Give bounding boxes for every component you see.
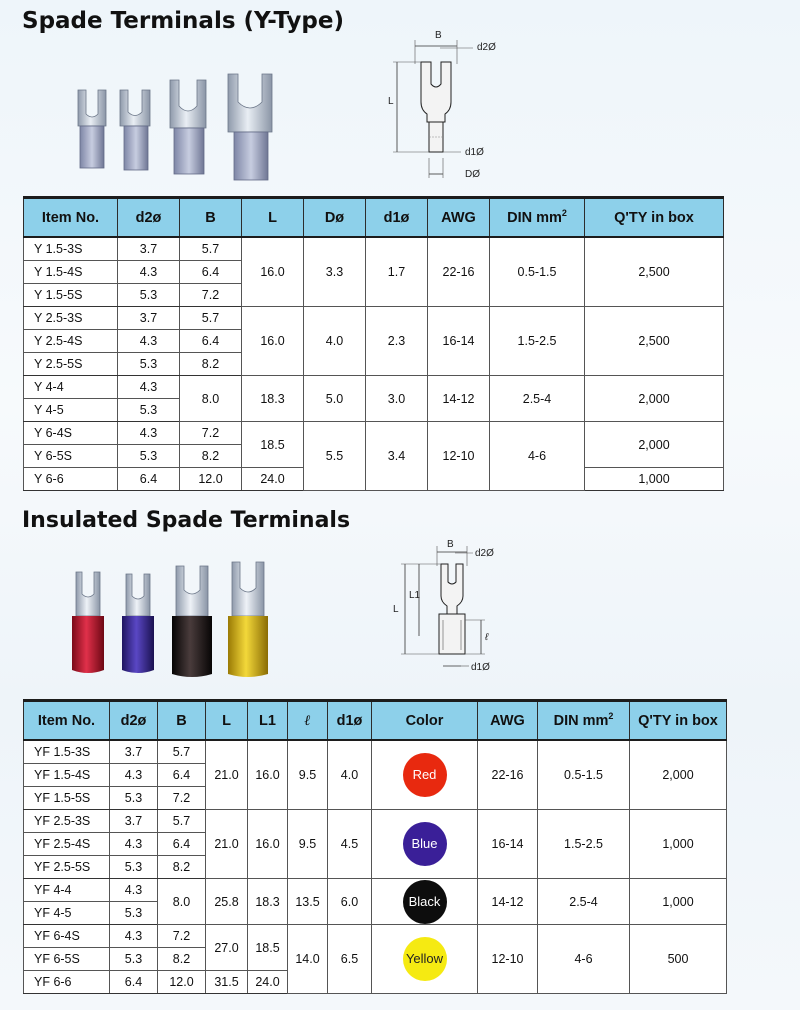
diagram-d-label: DØ [465,169,480,180]
table-row: Y 6-4S 4.3 7.2 18.5 5.5 3.4 12-10 4-6 2,000 [24,422,724,445]
spade-terminal-3 [170,80,206,174]
table-row: Y 2.5-4S 4.3 6.4 [24,330,724,353]
col-header-l1: L1 [248,701,288,741]
table-row: Y 4-5 5.3 [24,399,724,422]
color-cell [372,740,478,810]
insulated-dimension-diagram [385,536,515,678]
insulated-terminal-red [72,572,104,673]
section-title-spade: Spade Terminals (Y-Type) [22,8,344,34]
table-row: Y 1.5-4S 4.3 6.4 [24,261,724,284]
col-header-l: L [242,198,304,238]
color-swatch-black: Black [403,880,447,924]
table-row: YF 1.5-3S 3.7 5.7 21.0 16.0 9.5 4.0 Red 22-16 0.5-1.5 2,000 [24,740,727,764]
col-header-item: Item No. [24,701,110,741]
diagram-d1-label: d1Ø [465,147,484,158]
spade-terminals-photo [68,72,298,190]
diagram2-ell-label: ℓ [485,632,489,643]
spade-dimension-diagram [385,24,505,186]
table-row: YF 1.5-5S 5.3 7.2 [24,787,727,810]
table-row: Y 1.5-5S 5.3 7.2 [24,284,724,307]
col-header-d2: d2ø [110,701,158,741]
table-row: Y 2.5-5S 5.3 8.2 [24,353,724,376]
spade-spec-table [23,196,724,491]
col-header-color: Color [372,701,478,741]
insulated-terminals-photo [62,558,282,684]
insulated-terminal-yellow [228,562,268,677]
spade-terminal-1 [78,90,106,168]
col-header-d2: d2ø [118,198,180,238]
table-row: Y 6-6 6.4 12.0 24.0 1,000 [24,468,724,491]
col-header-item: Item No. [24,198,118,238]
table-row: Y 1.5-3S 3.7 5.7 16.0 3.3 1.7 22-16 0.5-1.5 2,500 [24,237,724,261]
table-header-row [24,198,724,238]
color-swatch-red: Red [403,753,447,797]
col-header-d1: d1ø [328,701,372,741]
table-row: YF 4-4 4.3 8.0 25.8 18.3 13.5 6.0 Black 14-12 2.5-4 1,000 [24,879,727,902]
diagram-d2-label: d2Ø [477,42,496,53]
col-header-awg: AWG [428,198,490,238]
color-cell [372,810,478,879]
table-row: Y 4-4 4.3 8.0 18.3 5.0 3.0 14-12 2.5-4 2,000 [24,376,724,399]
diagram2-b-label: B [447,539,454,550]
table-row: YF 6-5S 5.3 8.2 [24,948,727,971]
table-row: Y 6-5S 5.3 8.2 [24,445,724,468]
color-cell [372,925,478,994]
table-row: YF 1.5-4S 4.3 6.4 [24,764,727,787]
col-header-d1: d1ø [366,198,428,238]
diagram-l-label: L [388,96,394,107]
spade-terminal-4 [228,74,272,180]
col-header-qty: Q'TY in box [585,198,724,238]
insulated-terminal-blue [122,574,154,673]
col-header-din: DIN $mm^2$ [490,198,585,238]
color-swatch-yellow: Yellow [403,937,447,981]
insulated-terminal-black [172,566,212,677]
table-row: Y 2.5-3S 3.7 5.7 16.0 4.0 2.3 16-14 1.5-2.5 2,500 [24,307,724,330]
col-header-d: Dø [304,198,366,238]
table-row: YF 2.5-3S 3.7 5.7 21.0 16.0 9.5 4.5 Blue 16-14 1.5-2.5 1,000 [24,810,727,833]
table-row: YF 6-4S 4.3 7.2 27.0 18.5 14.0 6.5 Yellow 12-10 4-6 500 [24,925,727,948]
diagram2-d2-label: d2Ø [475,548,494,559]
col-header-l: L [206,701,248,741]
table-header-row [24,701,727,741]
col-header-ell: ℓ [288,701,328,741]
color-cell [372,879,478,925]
col-header-b: B [180,198,242,238]
section-title-insulated: Insulated Spade Terminals [22,508,351,533]
spade-terminal-2 [120,90,150,170]
table-row: YF 2.5-4S 4.3 6.4 [24,833,727,856]
color-swatch-blue: Blue [403,822,447,866]
insulated-spec-table [23,699,727,994]
col-header-qty: Q'TY in box [630,701,727,741]
diagram2-l-label: L [393,604,399,615]
col-header-b: B [158,701,206,741]
diagram2-l1-label: L1 [409,590,421,601]
diagram2-d1-label: d1Ø [471,662,490,673]
table-row: YF 2.5-5S 5.3 8.2 [24,856,727,879]
table-row: YF 4-5 5.3 [24,902,727,925]
table-row: YF 6-6 6.4 12.0 31.5 24.0 [24,971,727,994]
col-header-din: DIN $mm^2$ [538,701,630,741]
col-header-awg: AWG [478,701,538,741]
diagram-b-label: B [435,30,442,41]
